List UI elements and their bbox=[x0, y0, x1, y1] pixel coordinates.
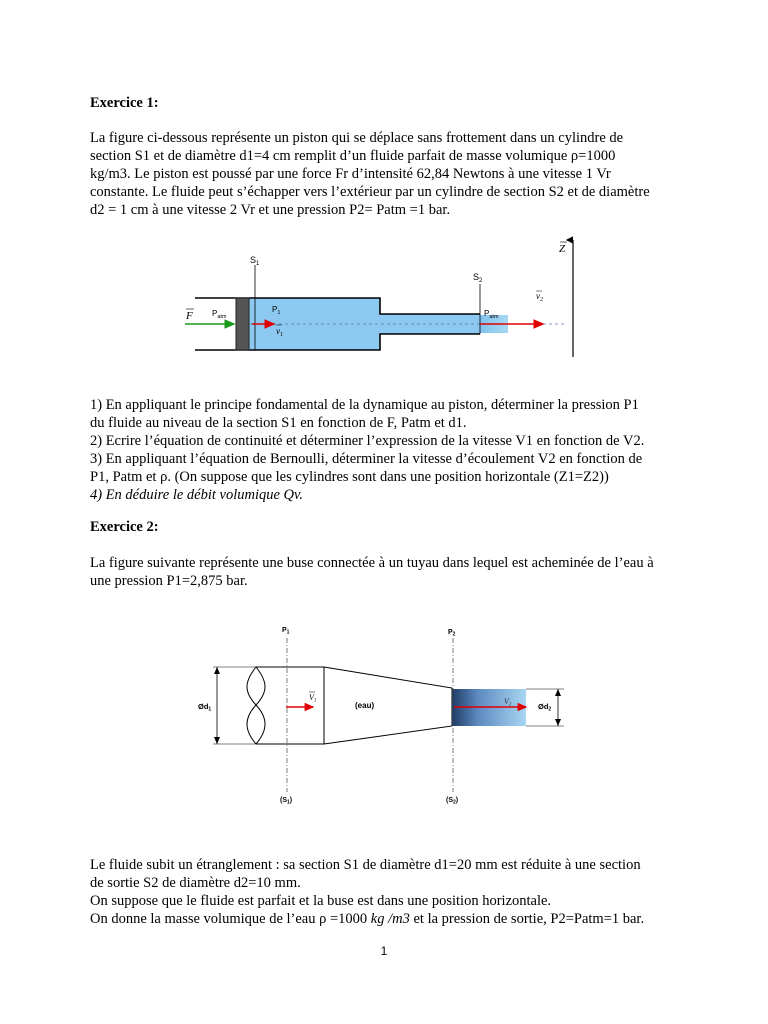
f-label: F bbox=[186, 310, 193, 322]
statement-line: kg/m3. Le piston est poussé par une force Fr d’intensité 62,84 Newtons à une vitesse 1 Vr bbox=[90, 166, 611, 182]
piston bbox=[236, 298, 249, 350]
exercise-1-questions bbox=[90, 396, 680, 504]
data-line: de sortie S2 de diamètre d2=10 mm. bbox=[90, 875, 301, 891]
piston-cylinder-figure bbox=[175, 232, 595, 362]
z-label: Z bbox=[559, 243, 566, 255]
p1-label: $P_1$ bbox=[282, 627, 290, 636]
exercise-1-title: Exercice 1: bbox=[90, 95, 159, 111]
s1-label: $S_1$ bbox=[250, 255, 260, 267]
d2-label: $Ød_2$ bbox=[538, 702, 552, 713]
patm-left-label: $P_{atm}$ bbox=[212, 309, 227, 320]
statement-line: section S1 et de diamètre d1=4 cm remplit d’un fluide parfait de masse volumique ρ=1000 bbox=[90, 148, 616, 164]
d1-label: $Ød_1$ bbox=[198, 702, 212, 713]
statement-line: La figure suivante représente une buse connectée à un tuyau dans lequel est acheminée de l’eau à bbox=[90, 555, 654, 571]
v1-label: V1 bbox=[309, 693, 317, 704]
statement-line: La figure ci-dessous représente un piston qui se déplace sans frottement dans un cylindre de bbox=[90, 130, 624, 146]
s2-label: $(S_2)$ bbox=[446, 797, 459, 806]
statement-line: constante. Le fluide peut s’échapper vers l’extérieur par un cylindre de section S2 et de diamètre bbox=[90, 184, 650, 200]
exercise-2-title: Exercice 2: bbox=[90, 519, 159, 535]
p1-label: $P_1$ bbox=[272, 305, 281, 316]
water-label: (eau) bbox=[355, 701, 375, 710]
v2-label: $v_2$ bbox=[536, 291, 543, 303]
p2-label: $P_2$ bbox=[448, 629, 456, 638]
patm-right-label: $P_{atm}$ bbox=[484, 309, 499, 320]
question-line: 3) En appliquant l’équation de Bernoulli, déterminer la vitesse d’écoulement V2 en fonction de bbox=[90, 451, 643, 467]
data-line: On suppose que le fluide est parfait et la buse est dans une position horizontale. bbox=[90, 893, 552, 909]
statement-line: une pression P1=2,875 bar. bbox=[90, 573, 248, 589]
data-line: On donne la masse volumique de l’eau ρ =1000 kg /m3 et la pression de sortie, P2=Patm=1 bar. bbox=[90, 911, 645, 927]
s1-label: $(S_1)$ bbox=[280, 797, 293, 806]
page-number: 1 bbox=[380, 944, 388, 958]
nozzle-figure bbox=[186, 612, 586, 812]
question-line: 4) En déduire le débit volumique Qv. bbox=[90, 487, 304, 503]
question-line: du fluide au niveau de la section S1 en fonction de F, Patm et d1. bbox=[90, 415, 467, 431]
question-line: 1) En appliquant le principe fondamental de la dynamique au piston, déterminer la pression P1 bbox=[90, 397, 639, 413]
v2-label: V2 bbox=[504, 697, 512, 708]
data-line: Le fluide subit un étranglement : sa section S1 de diamètre d1=20 mm est réduite à une section bbox=[90, 857, 641, 873]
statement-line: d2 = 1 cm à une vitesse 2 Vr et une pression P2= Patm =1 bar. bbox=[90, 202, 451, 218]
question-line: 2) Ecrire l’équation de continuité et déterminer l’expression de la vitesse V1 en fonction de V2. bbox=[90, 433, 645, 449]
question-line: P1, Patm et ρ. (On suppose que les cylindres sont dans une position horizontale (Z1=Z2)) bbox=[90, 469, 609, 485]
exercise-2-statement bbox=[90, 554, 678, 590]
s2-label: $S_2$ bbox=[473, 272, 483, 284]
exercise-1-statement bbox=[90, 129, 678, 219]
exercise-2-data bbox=[90, 856, 680, 928]
v1-label: $v_1$ bbox=[276, 326, 283, 338]
